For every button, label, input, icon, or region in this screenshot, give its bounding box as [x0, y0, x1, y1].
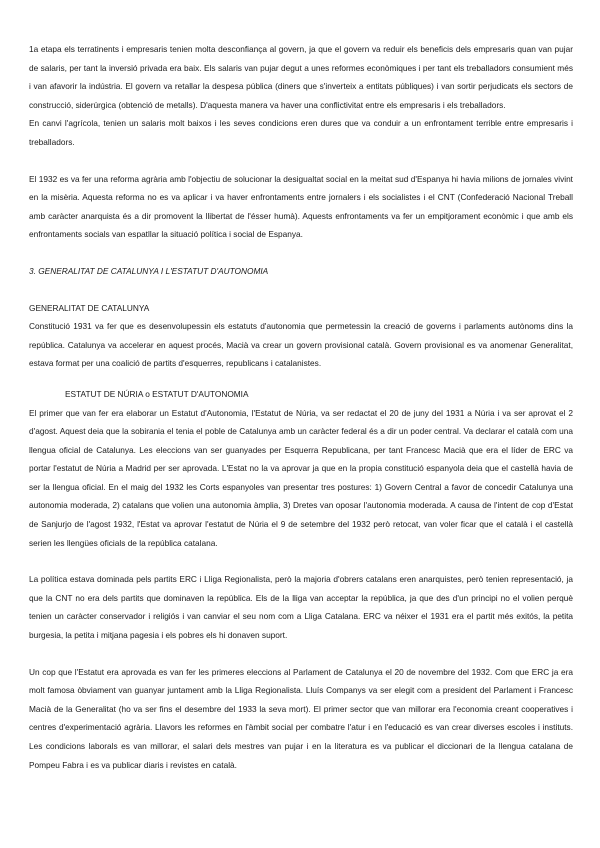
spacer [29, 152, 573, 170]
section-heading-generalitat-estatut: 3. GENERALITAT DE CATALUNYA I L'ESTATUT D'AUTONOMIA [29, 265, 269, 276]
spacer [29, 645, 573, 663]
spacer [29, 373, 573, 385]
spacer [29, 281, 573, 299]
paragraph-economic-first-stage: 1a etapa els terratinents i empresaris tenien molta desconfiança al govern, ja que el govern va reduir els beneficis dels empresaris quan van pujar de salaris, per tant la inversió privada era baix. Els salaris van pujar degut a unes reformes econòmiques i per tant els treballadors consumient més i van afavorir la indústria. El govern va retallar la despesa pública (diners que s'inverteix a entitats públiques) i van sortir perjudicats els sectors de construcció, siderúrgica (obtenció de metalls). D'aquesta manera va haver una conflictivitat entre els empresaris i els treballadors. [29, 44, 573, 110]
paragraph-constitution-1931: Constitució 1931 va fer que es desenvolupessin els estatuts d'autonomia que permetessin la creació de governs i parlaments autònoms dins la república. Catalunya va accelerar en aquest procés, Macià va crear un govern provisional català. Govern provisional es va anomenar Generalitat, estava format per una coalició de partits d'esquerres, republicans i catalanistes. [29, 321, 573, 369]
paragraph-first-elections: Un cop que l'Estatut era aprovada es van fer les primeres eleccions al Parlament de Catalunya el 20 de novembre del 1932. Com que ERC ja era molt famosa òbviament van guanyar juntament amb la Lliga Regionalista. Lluís Companys va ser elegit com a president del Parlament i Francesc Macià de la Generalitat (ho va ser fins el desembre del 1933 la seva mort). El primer sector que van millorar era l'economia creant cooperatives i centres d'experimentació agrària. Llavors les reformes en l'àmbit social per combatre l'atur i en l'educació es van crear diverses escoles i instituts. Les condicions laborals es van millorar, el salari dels mestres van pujar i en la literatura es va publicar el diccionari de la llengua catalana de Pompeu Fabra i es va publicar diaris i revistes en català. [29, 666, 573, 770]
paragraph-agriculture: En canvi l'agrícola, tenien un salaris molt baixos i les seves condicions eren dures que va conduir a un enfrontament terrible entre empresaris i treballadors. [29, 118, 573, 147]
paragraph-estatut-nuria: El primer que van fer era elaborar un Estatut d'Autonomia, l'Estatut de Núria, va ser redactat el 20 de juny del 1931 a Núria i va ser aprovat el 2 d'agost. Aquest deia que la sobirania el tenia el poble de Catalunya amb un caràcter federal és a dir un poder central. Va declarar el català com una llengua oficial de Catalunya. Les eleccions van ser guanyades per Esquerra Republicana, per tant Francesc Macià que era el líder de ERC va portar l'estatut de Núria a Madrid per ser aprovada. L'Estat no la va aprovar ja que en la propia constitució espanyola deia que el castellà havia de ser la llengua oficial. En el maig del 1932 les Corts espanyoles van presentar tres postures: 1) Govern Central a favor de concedir Catalunya una autonomia moderada, 2) catalans que volien una autonomia àmplia, 3) Dretes van oposar l'autonomia moderada. A causa de l'intent de cop d'Estat de Sanjurjo de l'agost 1932, l'Estat va aprovar l'estatut de Núria el 9 de setembre del 1932 però retocat, van voler ficar que el català i el castellà serien les llengües oficials de la república catalana. [29, 407, 573, 548]
paragraph-political-parties: La política estava dominada pels partits ERC i Lliga Regionalista, però la majoria d'obrers catalans eren anarquistes, però tenien representació, ja que la CNT no era dels partits que dominaven la república. Els de la lliga van acceptar la república, ja que des d'un principi no el volien perquè tenien un caràcter conservador i religiós i van canviar el seu nom com a Lliga Catalana. ERC va néixer el 1931 era el partit més exitós, la petita burgesia, la petita i mitjana pagesia i els pobres els hi donaven suport. [29, 574, 573, 641]
spacer [29, 552, 573, 570]
subheading-estatut-nuria: ESTATUT DE NÚRIA o ESTATUT D'AUTONOMIA [65, 388, 249, 399]
subheading-generalitat: GENERALITAT DE CATALUNYA [29, 302, 150, 313]
document-page [29, 40, 573, 774]
paragraph-agrarian-reform: El 1932 es va fer una reforma agrària amb l'objectiu de solucionar la desigualtat social en la meitat sud d'Espanya hi havia milions de jornales vivint en la misèria. Aquesta reforma no es va aplicar i va haver enfrontaments entre jornalers i els socialistes i el CNT (Confederació Nacional Treball amb caràcter anarquista és a dir promovent la llibertat de l'ésser humà). Aquests enfrontaments va fer un empitjorament econòmic i que amb els enfrontaments socials van espatllar la situació política i social de Espanya. [29, 173, 573, 240]
spacer [29, 244, 573, 262]
